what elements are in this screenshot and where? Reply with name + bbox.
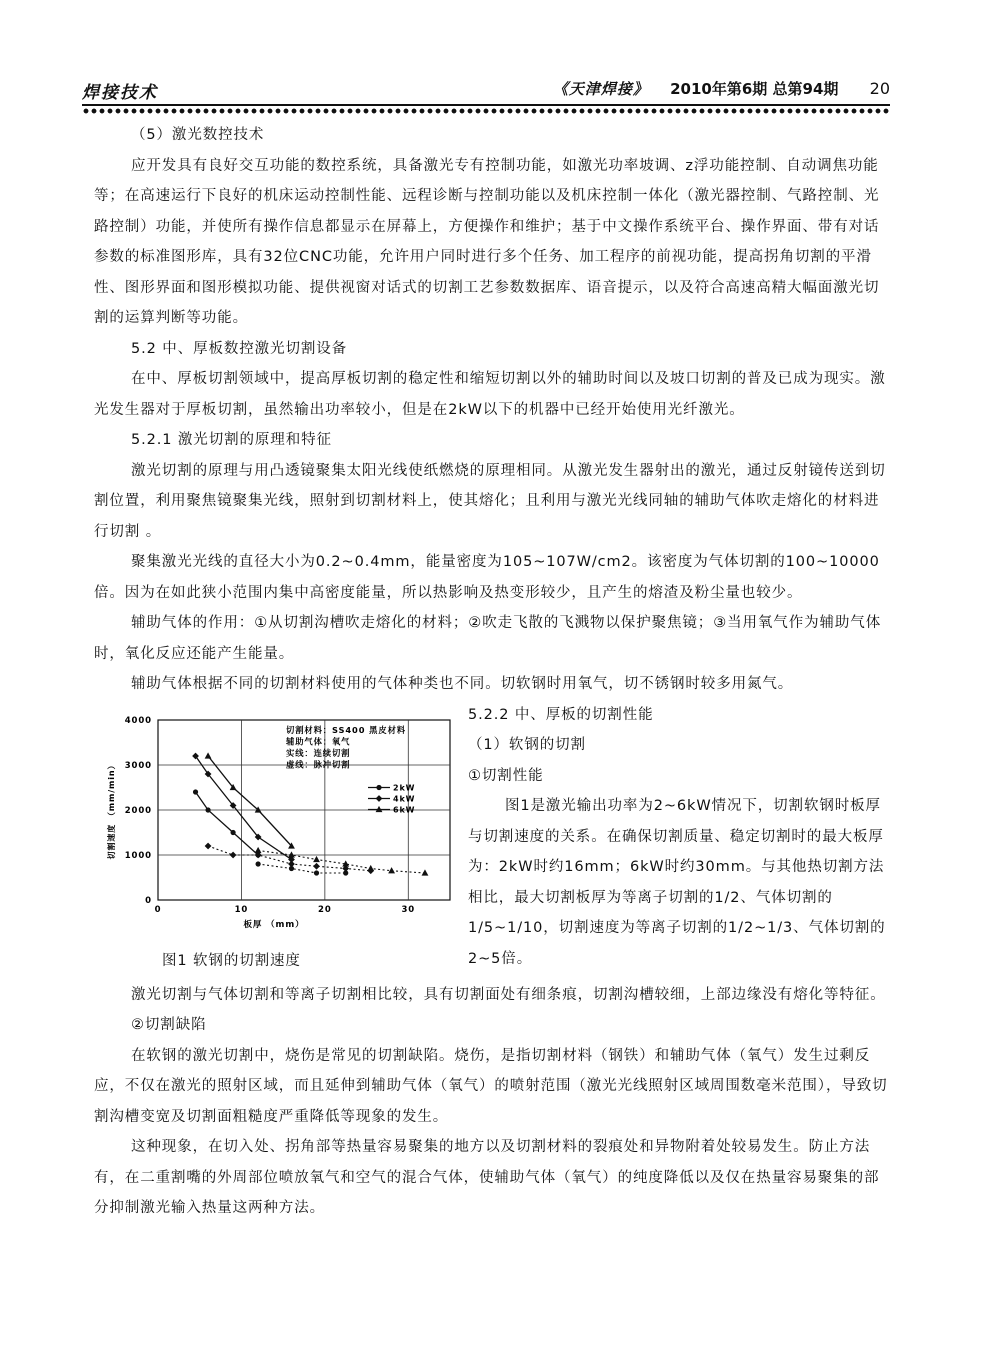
series-line (258, 864, 346, 873)
data-point (388, 867, 395, 873)
data-point (230, 851, 237, 858)
paragraph: ②切割缺陷 (131, 1017, 207, 1033)
chart-annotation: 辅助气体：氧气 (286, 736, 351, 746)
data-point (288, 860, 295, 867)
x-tick-label: 30 (401, 904, 416, 915)
figure-section (94, 700, 889, 980)
paragraph: 聚集激光光线的直径大小为0.2~0.4mm，能量密度为105~107W/cm2。该密度为气体切割的100~10000倍。因为在如此狭小范围内集中高密度能量，所以热影响及热变形较少，且产生的熔渣及粉尘量也较少。 (94, 554, 880, 601)
data-point (288, 851, 295, 857)
paragraph: 应开发具有良好交互功能的数控系统，具备激光专有控制功能，如激光功率坡调、z浮功能控制、自动调焦功能等；在高速运行下良好的机床运动控制性能、远程诊断与控制功能以及机床控制一体化（激光器控制、气路控制、光路控制）功能，并使所有操作信息都显示在屏幕上，方便操作和维护；基于中文操作系统平台、操作界面、带有对话参数的标准图形库，具有32位CNC功能，允许用户同时进行多个任务、加工程序的前视功能，提高拐角切割的平滑性、图形界面和图形模拟功能、提供视窗对话式的切割工艺参数数据库、语音提示，以及符合高速高精大幅面激光切割的运算判断等功能。 (94, 157, 880, 326)
page-header (82, 78, 890, 103)
section-title: 焊接技术 (82, 83, 158, 103)
x-tick-label: 20 (318, 904, 332, 915)
data-point (256, 861, 261, 866)
paragraph: 激光切割的原理与用凸透镜聚集太阳光线使纸燃烧的原理相同。从激光发生器射出的激光，通过反射镜传送到切割位置，利用聚焦镜聚集光线，照射到切割材料上，使其熔化；且利用与激光光线同轴的辅助气体吹走熔化的材料进行切割 。 (94, 462, 886, 540)
data-point (205, 752, 212, 758)
chart-annotation: 切割材料：SS400 黑皮材料 (286, 724, 406, 735)
paragraph: 5.2.2 中、厚板的切割性能 (468, 706, 654, 723)
data-point (255, 846, 262, 852)
journal-name: 《天津焊接》 (552, 80, 649, 98)
y-tick-label: 3000 (124, 760, 152, 771)
legend-label: 6kW (393, 805, 416, 814)
legend-marker (376, 795, 383, 802)
article-body (94, 120, 889, 1224)
y-axis-label: 切割速度 （mm/min） (107, 760, 116, 859)
right-column (468, 700, 889, 975)
paragraph: （5）激光数控技术 (131, 127, 265, 143)
chart-annotation: 虚线：脉冲切割 (286, 759, 351, 769)
series-line (208, 756, 291, 846)
paragraph: 辅助气体的作用：①从切割沟槽吹走熔化的材料；②吹走飞散的飞溅物以保护聚焦镜；③当用氧气作为辅助气体时，氧化反应还能产生能量。 (94, 615, 882, 662)
data-point (314, 870, 319, 875)
journal-info (553, 78, 890, 99)
legend-label: 4kW (393, 794, 416, 803)
data-point (205, 842, 212, 849)
figure-caption: 图1 软钢的切割速度 (162, 952, 301, 969)
legend-label: 2kW (393, 783, 416, 792)
top-paragraphs (94, 120, 889, 700)
chart (94, 710, 456, 940)
bottom-paragraphs (94, 980, 889, 1224)
paragraph: ①切割性能 (468, 767, 544, 784)
series-line (196, 756, 292, 860)
y-tick-label: 4000 (124, 715, 152, 726)
issue-number: 2010年第6期 总第94期 (670, 80, 839, 98)
x-tick-label: 10 (234, 904, 249, 915)
paragraph: 5.2.1 激光切割的原理和特征 (131, 432, 332, 448)
data-point (313, 855, 320, 861)
paragraph: 在中、厚板切割领域中，提高厚板切割的稳定性和缩短切割以外的辅助时间以及坡口切割的普及已成为现实。激光发生器对于厚板切割，虽然输出功率较小，但是在2kW以下的机器中已经开始使用光纤激光。 (94, 371, 886, 418)
data-point (230, 829, 235, 834)
x-tick-label: 0 (154, 904, 162, 915)
data-point (313, 862, 320, 869)
data-point (367, 864, 374, 870)
data-point (193, 789, 198, 794)
header-rule (82, 104, 890, 114)
x-axis-label: 板厚 （mm） (243, 919, 305, 930)
y-tick-label: 0 (145, 895, 152, 906)
data-point (422, 869, 429, 875)
page-number: 20 (869, 79, 890, 98)
paragraph: 激光切割与气体切割和等离子切割相比较，具有切割面处有细条痕，切割沟槽较细，上部边缘没有熔化等特征。 (131, 986, 886, 1003)
y-tick-label: 2000 (124, 805, 152, 816)
y-tick-label: 1000 (124, 850, 152, 861)
paragraph: （1）软钢的切割 (468, 737, 586, 753)
paragraph: 辅助气体根据不同的切割材料使用的气体种类也不同。切软钢时用氧气，切不锈钢时较多用氮气。 (131, 676, 794, 692)
data-point (205, 807, 210, 812)
paragraph: 5.2 中、厚板数控激光切割设备 (131, 340, 348, 357)
figure-1 (94, 710, 456, 970)
paragraph: 这种现象，在切入处、拐角部等热量容易聚集的地方以及切割材料的裂痕处和异物附着处较易发生。防止方法有，在二重割嘴的外周部位喷放氧气和空气的混合气体，使辅助气体（氧气）的纯度降低以及仅在热量容易聚集的部分抑制激光输入热量这两种方法。 (94, 1139, 880, 1216)
chart-annotation: 实线：连续切割 (286, 747, 351, 758)
legend-marker (376, 784, 381, 789)
paragraph: 在软钢的激光切割中，烧伤是常见的切割缺陷。烧伤，是指切割材料（钢铁）和辅助气体（氧气）发生过剩反应，不仅在激光的照射区域，而且延伸到辅助气体（氧气）的喷射范围（激光光线照射区域周围数毫米范围），导致切割沟槽变宽及切割面粗糙度严重降低等现象的发生。 (94, 1047, 888, 1125)
paragraph: 图1是激光输出功率为2~6kW情况下，切割软钢时板厚与切割速度的关系。在确保切割质量、稳定切割时的最大板厚为：2kW时约16mm；6kW时约30mm。与其他热切割方法相比，最大切割板厚为等离子切割的1/2、气体切割的1/5~1/10，切割速度为等离子切割的1/2~1/3、气体切割的2~5倍。 (468, 798, 886, 967)
